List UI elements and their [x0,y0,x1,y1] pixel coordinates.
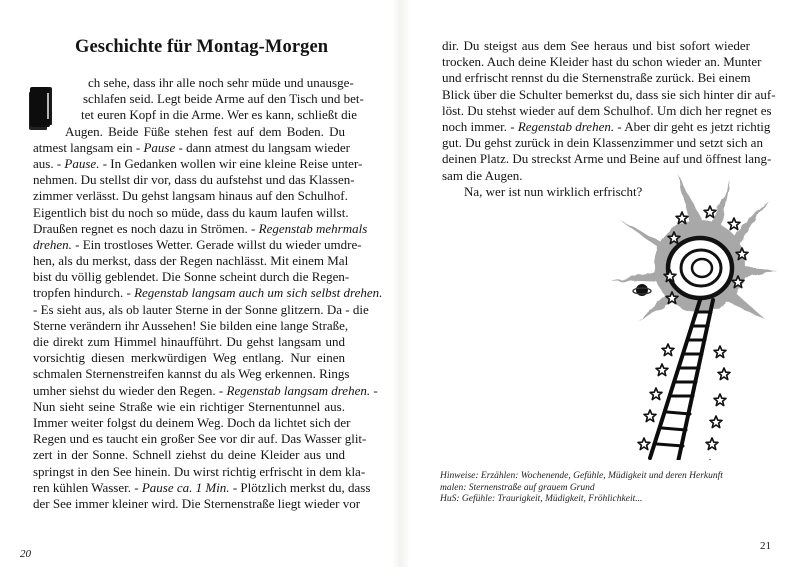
text-run: ch sehe, dass ihr alle noch sehr müde und unausge- [88,75,354,90]
text-run: - Aber dir geht es jetzt richtig [614,118,771,134]
stage-direction: Regenstab langsam auch um sich selbst drehen. [134,285,383,301]
text-line [33,75,354,91]
text-run: der See immer kleiner wird. Die Sternenstraße liegt wieder vor [33,495,361,511]
closing-question: Na, wer ist nun wirklich erfrischt? [464,183,643,199]
text-run: schmalen Sternenstreifen kannst du als Weg erkennen. Rings [33,366,350,382]
text-line [33,479,371,496]
text-line [33,139,350,156]
stage-direction: Regenstab drehen. [517,118,615,134]
text-run: tet euren Kopf in die Arme. Wer es kann, schließt die [81,107,357,123]
stage-direction: Pause. [64,155,100,171]
text-run: - In Gedanken wollen wir eine kleine Reise unter- [99,155,363,171]
text-run: springst in den See hinein. Du wirst richtig erfrischt in dem kla- [33,463,366,479]
stage-direction: Regenstab mehrmals [258,220,368,236]
page-number-right: 21 [760,540,771,552]
text-line [442,70,750,86]
text-line [33,399,345,415]
text-run: zimmer verlässt. Du gehst langsam hinaus auf den Schulhof. [33,188,348,204]
text-line [33,463,366,480]
text-line [442,54,762,70]
text-run: - Ein trostloses Wetter. Gerade willst du wieder umdre- [71,236,362,252]
text-line [33,431,367,447]
text-line [33,301,369,318]
text-run: Regen und es taucht ein großer See vor dir auf. Das Wasser glit- [33,431,367,447]
note-line: HuS: Gefühle: Traurigkeit, Müdigkeit, Fröhlichkeit... [440,494,643,504]
teacher-notes [440,471,770,506]
text-line [33,382,378,399]
text-line [442,102,772,119]
text-line [33,172,355,188]
right-page [400,0,800,567]
page-number-left: 20 [20,548,31,560]
text-line [33,91,364,107]
ladder [650,300,713,460]
text-line [33,366,350,382]
text-run: Blick über die Schulter bemerkst du, dass sie sich hinter dir auf- [442,86,776,102]
text-line [442,38,750,54]
stage-direction: Regenstab langsam drehen. [226,382,371,398]
stage-direction: Pause ca. 1 Min. [141,479,230,495]
text-line [33,285,383,301]
text-run: löst. Du stehst wieder auf dem Schulhof. Um dich her regnet es [442,102,772,118]
text-line [33,269,350,285]
text-run: - [370,382,378,398]
text-line [33,220,368,237]
text-run: noch immer. - [442,118,518,134]
text-line [33,414,351,431]
text-run: ren kühlen Wasser. - [33,479,142,495]
text-line [33,107,357,123]
text-run: atmest langsam ein - [33,139,144,155]
text-run: vorsichtig diesen merkwürdigen Weg entlang. Nur einen [33,350,345,366]
text-run: Immer weiter folgst du deinem Weg. Doch da lichtet sich der [33,414,351,430]
text-run: - Plötzlich merkst du, dass [229,479,371,495]
text-line [442,135,763,151]
left-page-body-text [33,75,383,512]
text-run: Eigentlich bist du noch so müde, dass du kaum laufen willst. [33,204,349,220]
text-run: deinen Platz. Du streckst Arme und Beine auf und öffnest lang- [442,151,772,167]
text-run: aus. - [33,155,65,171]
text-line [442,118,771,135]
text-run: schlafen seid. Legt beide Arme auf den Tisch und bet- [83,91,364,107]
text-line [33,155,363,172]
text-run: - Es sieht aus, als ob lauter Sterne in der Sonne glitzern. Da - die [33,301,369,317]
text-run: dir. Du steigst aus dem See heraus und bist sofort wieder [442,38,750,53]
text-run: sam die Augen. [442,167,523,183]
text-line [33,236,362,253]
text-run: Nun sieht seine Straße wie ein richtiger Sternentunnel aus. [33,398,345,414]
text-run: die direkt zum Himmel hinaufführt. Du gehst langsam und [33,334,345,349]
text-line [33,350,345,366]
text-line [442,86,776,103]
text-line [33,495,361,512]
note-line: malen: Sternenstraße auf grauem Grund [440,482,595,493]
text-run: Sterne verändern ihr Aussehen! Sie bilden eine lange Straße, [33,317,349,333]
text-run: und erfrischt rennst du die Sternenstraße zurück. Bei einem [442,70,751,86]
text-run: Draußen regnet es noch dazu in Strömen. - [33,220,259,236]
text-line [33,334,345,350]
planet-icon [633,284,651,296]
text-line [33,188,348,204]
text-run: hen, als du merkst, dass der Regen nachlässt. Mit einem Mal [33,253,349,269]
text-line [33,204,349,221]
text-run: - dann atmest du langsam wieder [175,139,350,155]
text-line [33,124,345,140]
text-run: umher siehst du wieder den Regen. - [33,382,227,398]
text-run: gut. Du gehst zurück in dein Klassenzimmer und setzt sich an [442,135,763,151]
text-line [33,317,349,334]
text-run: nehmen. Du stellst dir vor, dass du aufstehst und das Klassen- [33,172,355,188]
sun-spiral [668,238,732,298]
text-run: zert in der Sonne. Schnell ziehst du deine Kleider aus und [33,447,345,463]
story-title: Geschichte für Montag-Morgen [75,37,329,57]
text-line [33,447,345,463]
stage-direction: Pause [143,139,176,155]
text-run: tropfen hindurch. - [33,285,135,301]
sun-ladder-illustration [580,160,780,460]
text-run: Augen. Beide Füße stehen fest auf dem Boden. Du [65,123,345,139]
text-run: bist du völlig geblendet. Die Sonne scheint durch die Regen- [33,269,350,285]
stage-direction: drehen. [33,236,72,252]
text-run: trocken. Auch deine Kleider hast du schon wieder an. Munter [442,54,762,70]
note-line: Hinweise: Erzählen: Wochenende, Gefühle, Müdigkeit und deren Herkunft [440,471,723,481]
text-line [33,253,349,269]
